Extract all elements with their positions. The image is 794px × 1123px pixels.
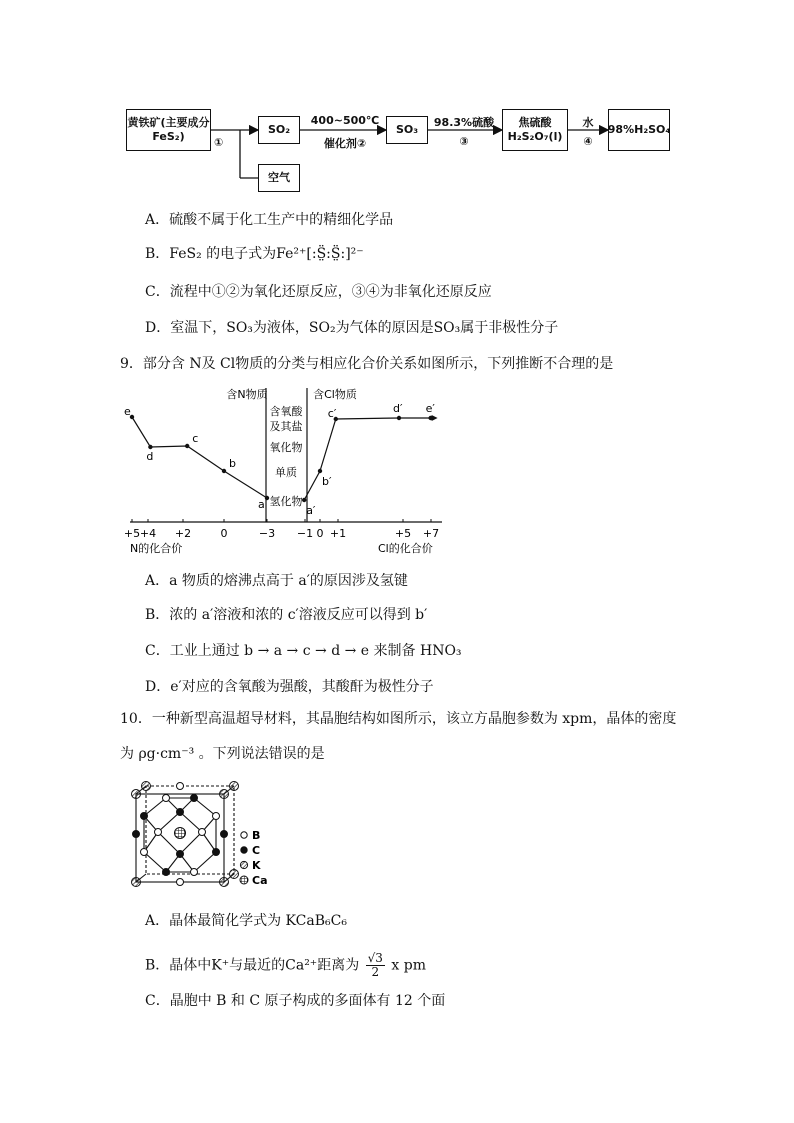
x-tick-label: +1 (329, 527, 347, 540)
fraction-numerator: √3 (367, 951, 383, 965)
point-label: c′ (327, 407, 337, 420)
sqrt3-over-2-fraction (366, 952, 385, 979)
step2-top-label: 400~500℃ (310, 114, 380, 127)
q9-option-c: C．工业上通过 b → a → c → d → e 来制备 HNO₃ (145, 643, 462, 659)
x-tick-label: 0 (316, 527, 324, 540)
n-valence-label: N的化合价 (130, 542, 183, 555)
point-b (222, 469, 226, 473)
q10-option-a: A．晶体最简化学式为 KCaB₆C₆ (145, 913, 347, 929)
point-label: b′ (322, 475, 332, 488)
pyrite-box: 黄铁矿(主要成分FeS₂) (126, 109, 211, 151)
legend-k: K (252, 859, 261, 872)
point-a-prime (302, 498, 306, 502)
x-tick-label: +5 (123, 527, 141, 540)
point-label: d (146, 450, 154, 463)
step3-bottom-label: ③ (459, 135, 469, 148)
step2-bottom-label: 催化剂② (323, 137, 367, 150)
fraction-denominator: 2 (371, 965, 380, 980)
point-d (148, 445, 152, 449)
point-d-prime (397, 416, 401, 420)
category-hydride: 氢化物 (269, 495, 303, 508)
valence-chart (120, 380, 460, 560)
q10-option-b (145, 952, 426, 979)
point-label: a (258, 498, 265, 511)
q10-option-b-suffix: x pm (391, 957, 426, 974)
q8-option-d: D．室温下，SO₃为液体，SO₂为气体的原因是SO₃属于非极性分子 (145, 320, 559, 336)
cl-valence-label: Cl的化合价 (378, 542, 433, 555)
q9-option-b: B．浓的 a′溶液和浓的 c′溶液反应可以得到 b′ (145, 607, 428, 623)
x-tick-label: +7 (422, 527, 440, 540)
left-chart-title: 含N物质 (226, 388, 268, 401)
point-label: e′ (425, 402, 435, 415)
q10-stem-line2: 为 ρg·cm⁻³ 。下列说法错误的是 (120, 746, 325, 762)
crystal-cell-figure (118, 776, 288, 896)
category-oxide: 氧化物 (269, 441, 303, 454)
point-a (265, 496, 269, 500)
legend-c: C (252, 844, 261, 857)
step4-top-label: 水 (582, 116, 594, 129)
step4-bottom-label: ④ (583, 135, 593, 148)
q9-option-a: A．a 物质的熔沸点高于 a′的原因涉及氢键 (145, 573, 408, 589)
legend-ca: Ca (252, 874, 268, 887)
q9-stem: 9．部分含 N及 Cl物质的分类与相应化合价关系如图所示，下列推断不合理的是 (120, 356, 614, 372)
point-label: d′ (393, 402, 403, 415)
category-oxyacid-line2: 及其盐 (269, 420, 303, 433)
point-label: c (192, 432, 199, 445)
air-box: 空气 (258, 164, 300, 192)
point-label: b (229, 457, 236, 470)
point-b-prime (318, 469, 322, 473)
point-c (185, 444, 189, 448)
point-label: a′ (306, 504, 316, 517)
q8-option-b: B．FeS₂ 的电子式为Fe²⁺[:S̤̈:S̤̈:]²⁻ (145, 246, 364, 262)
category-element: 单质 (275, 466, 297, 479)
x-tick-label: +2 (174, 527, 192, 540)
step3-top-label: 98.3%硫酸 (433, 116, 495, 129)
x-tick-label: −3 (258, 527, 276, 540)
flow-arrows (0, 0, 794, 200)
h2so4-box: 98%H₂SO₄ (608, 109, 670, 151)
x-tick-label: 0 (220, 527, 228, 540)
q10-stem-line1: 10．一种新型高温超导材料，其晶胞结构如图所示，该立方晶胞参数为 xpm，晶体的密度 (120, 711, 677, 727)
category-oxyacid-line1: 含氧酸 (269, 405, 303, 418)
point-e-prime (428, 416, 432, 420)
pyrosulfuric-box: 焦硫酸H₂S₂O₇(l) (502, 109, 568, 151)
q8-option-c: C．流程中①②为氧化还原反应，③④为非氧化还原反应 (145, 284, 492, 300)
so3-box: SO₃ (386, 116, 428, 144)
q9-option-d: D．e′对应的含氧酸为强酸，其酸酐为极性分子 (145, 679, 434, 695)
q10-option-b-prefix: B．晶体中K⁺与最近的Ca²⁺距离为 (145, 957, 360, 974)
x-tick-label: −1 (296, 527, 314, 540)
point-label: e (124, 405, 131, 418)
q10-option-c: C．晶胞中 B 和 C 原子构成的多面体有 12 个面 (145, 993, 446, 1009)
so2-box: SO₂ (258, 116, 300, 144)
q8-option-a: A．硫酸不属于化工生产中的精细化学品 (145, 212, 394, 228)
right-chart-title: 含Cl物质 (313, 388, 357, 401)
x-tick-label: +5 (394, 527, 412, 540)
x-tick-label: +4 (139, 527, 157, 540)
step1-label: ① (214, 136, 224, 149)
legend-b: B (252, 829, 261, 842)
